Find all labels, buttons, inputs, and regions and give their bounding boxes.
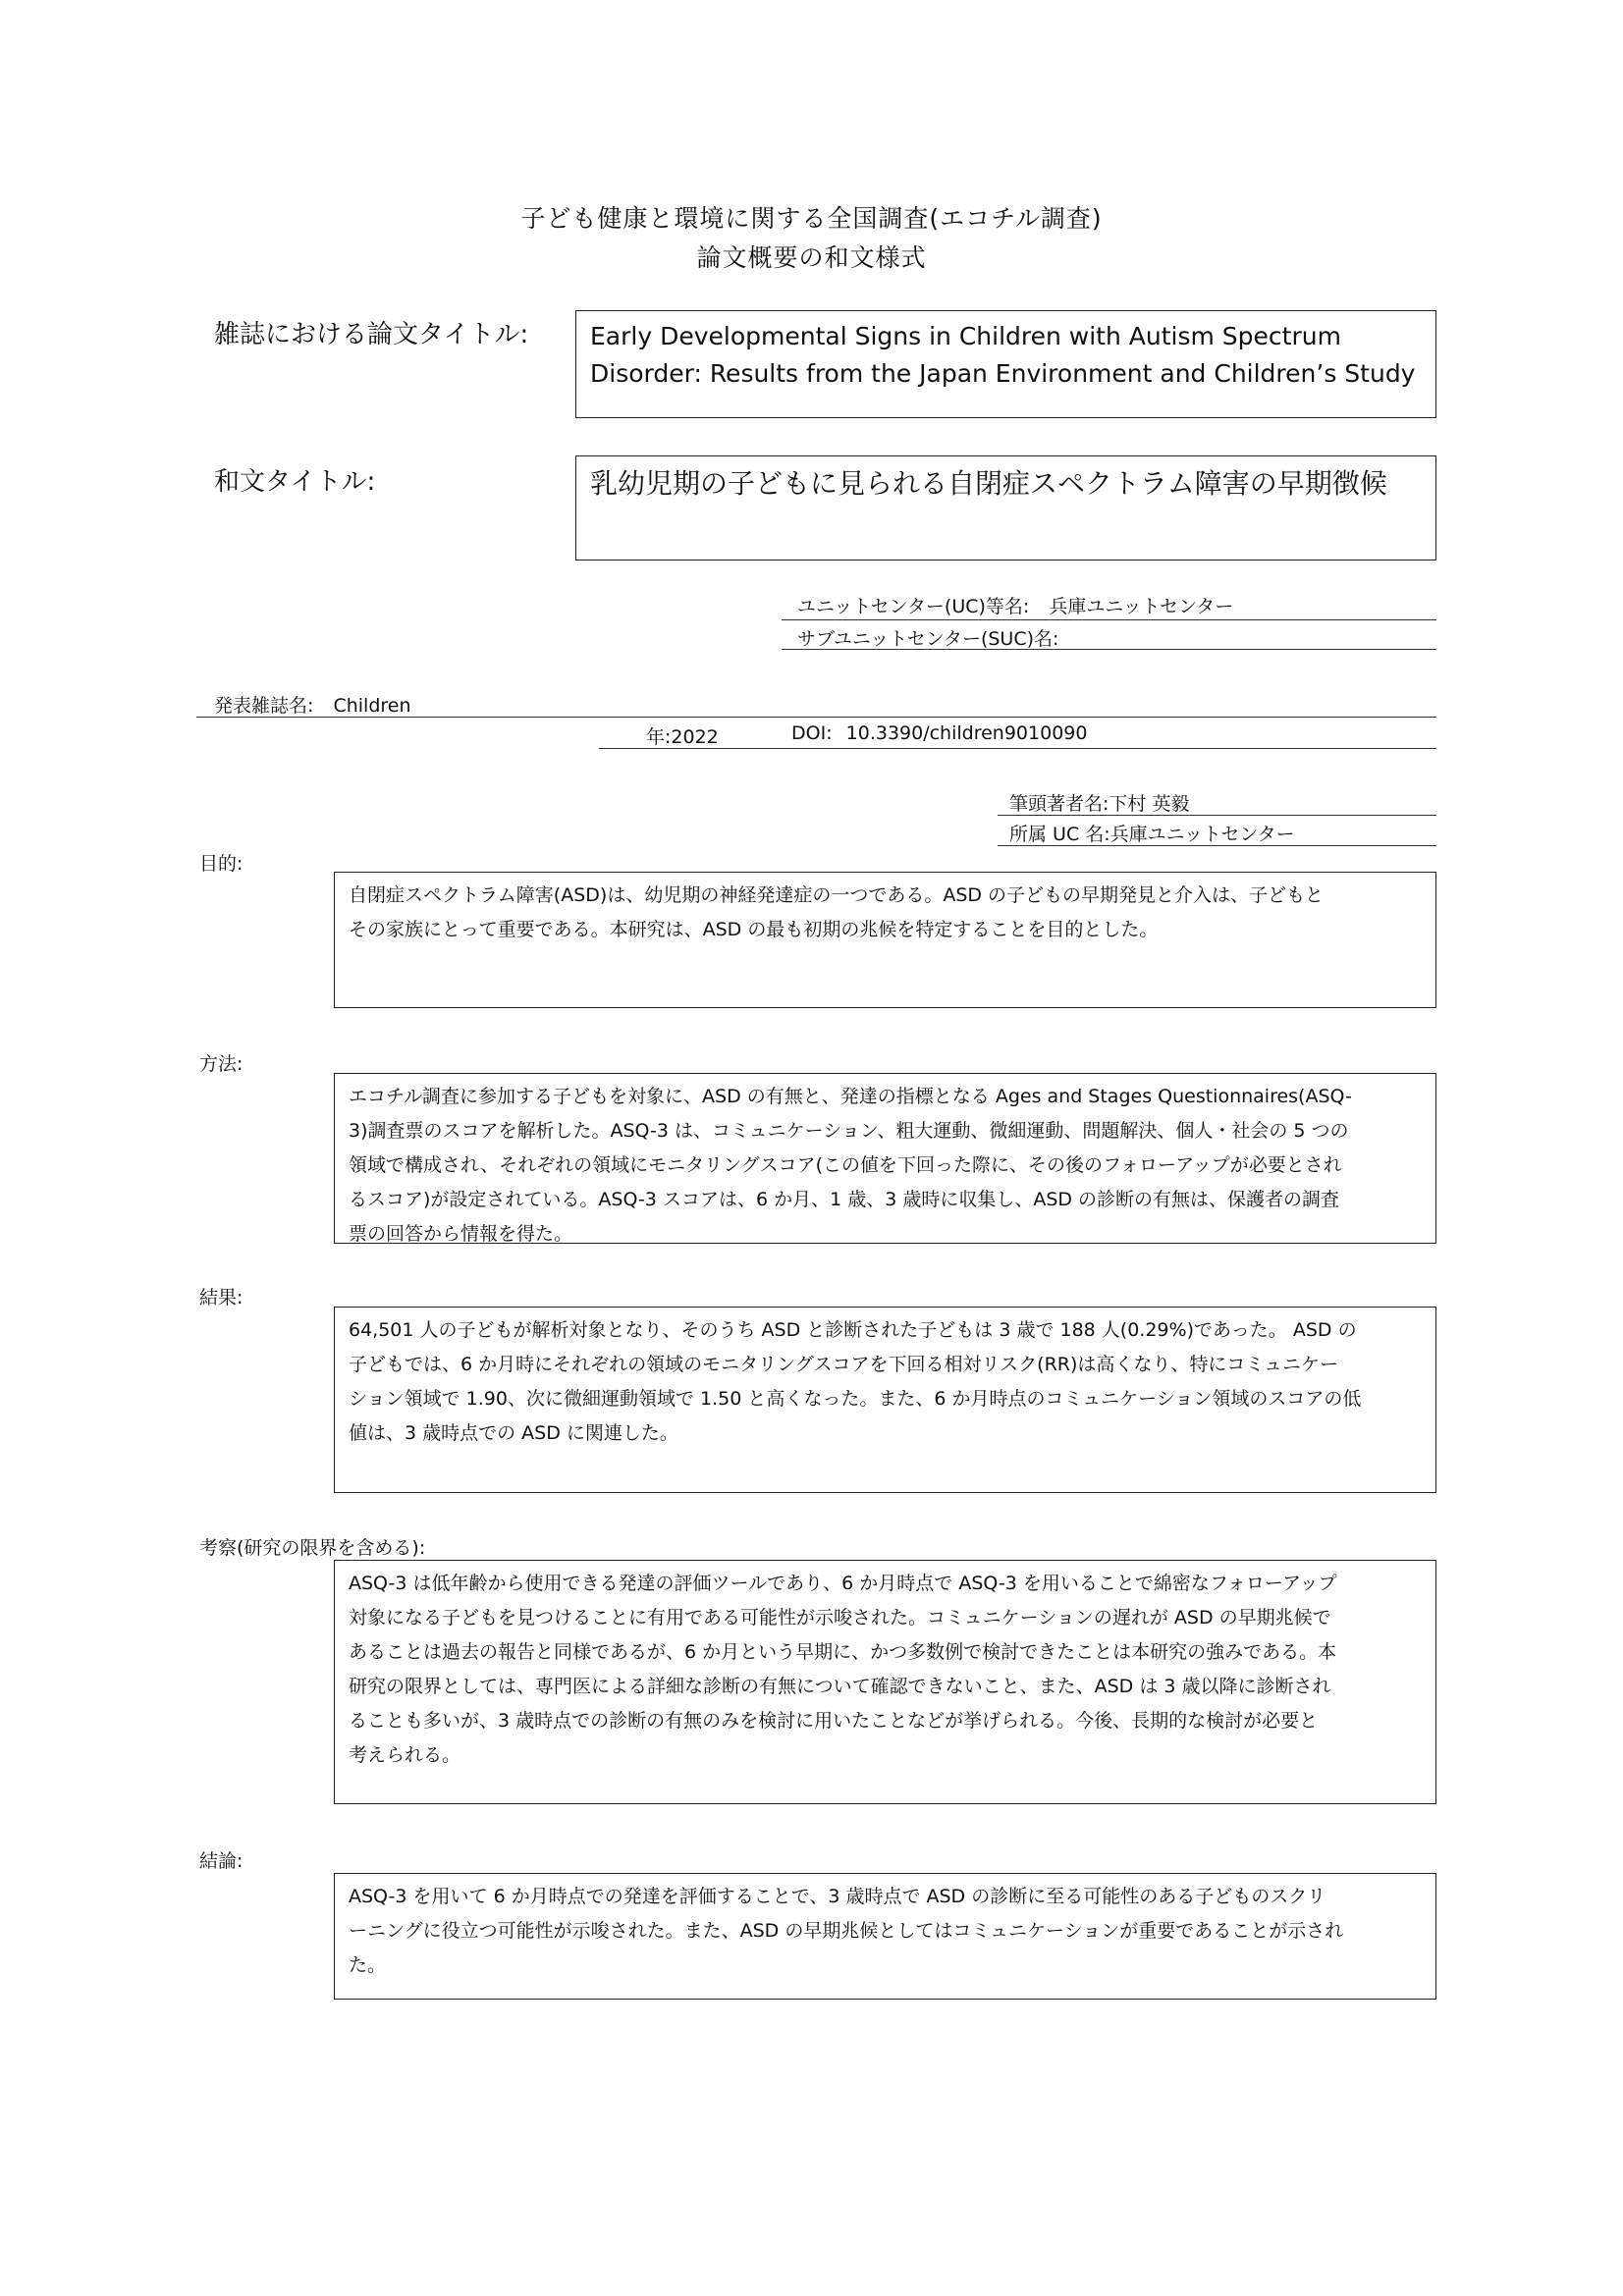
- document-subtitle: 論文概要の和文様式: [696, 243, 927, 272]
- affiliation-label: 所属 UC 名:: [1009, 824, 1110, 845]
- unit-center-value: 兵庫ユニットセンター: [1049, 596, 1234, 617]
- publication-doi-row: [791, 722, 1087, 744]
- journal-name-label: 発表雑誌名:: [214, 695, 314, 717]
- method-line: 領域で構成され、それぞれの領域にモニタリングスコア(この値を下回った際に、その後のフォローアップが必要とされ: [349, 1154, 1342, 1176]
- conclusion-line: た。: [349, 1954, 387, 1976]
- unit-center-label: ユニットセンター(UC)等名:: [797, 596, 1030, 617]
- method-line: るスコア)が設定されている。ASQ-3 スコアは、6 か月、1 歳、3 歳時に収集し、ASD の診断の有無は、保護者の調査: [349, 1189, 1340, 1210]
- affiliation-row: [1009, 820, 1295, 846]
- first-author-label: 筆頭著者名:: [1009, 793, 1109, 815]
- journal-name-underline: [196, 717, 1436, 718]
- sub-unit-center-row: [797, 624, 1058, 651]
- method-line: 票の回答から情報を得た。: [349, 1223, 573, 1245]
- conclusion-label: 結論:: [199, 1850, 243, 1872]
- unit-center-row: [797, 592, 1233, 618]
- results-line: ション領域で 1.90、次に微細運動領域で 1.50 と高くなった。また、6 か月時点のコミュニケーション領域のスコアの低: [349, 1388, 1362, 1410]
- discussion-line: 考えられる。: [349, 1744, 461, 1766]
- first-author-underline: [998, 815, 1436, 816]
- journal-title-line-1: Early Developmental Signs in Children with Autism Spectrum: [590, 322, 1341, 350]
- results-line: 子どもでは、6 か月時にそれぞれの領域のモニタリングスコアを下回る相対リスク(RR)は高くなり、特にコミュニケー: [349, 1354, 1339, 1375]
- doi-value: 10.3390/children9010090: [845, 722, 1088, 744]
- discussion-line: ることも多いが、3 歳時点での診断の有無のみを検討に用いたことなどが挙げられる。今後、長期的な検討が必要と: [349, 1710, 1319, 1732]
- discussion-label: 考察(研究の限界を含める):: [199, 1537, 426, 1559]
- japanese-title-box: [575, 455, 1436, 561]
- conclusion-line: ASQ-3 を用いて 6 か月時点での発達を評価することで、3 歳時点で ASD の診断に至る可能性のある子どものスクリ: [349, 1886, 1326, 1907]
- method-box: [334, 1073, 1436, 1244]
- method-line: エコチル調査に参加する子どもを対象に、ASD の有無と、発達の指標となる Ages and Stages Questionnaires(ASQ-: [349, 1086, 1352, 1107]
- method-line: 3)調査票のスコアを解析した。ASQ-3 は、コミュニケーション、粗大運動、微細運動、問題解決、個人・社会の 5 つの: [349, 1120, 1349, 1142]
- doi-label: DOI:: [791, 722, 833, 744]
- journal-name-value: Children: [333, 695, 411, 717]
- journal-title-line-2: Disorder: Results from the Japan Environment and Children’s Study: [590, 359, 1416, 388]
- publication-journal-row: [214, 691, 411, 718]
- year-doi-underline: [599, 748, 1436, 749]
- japanese-title-label: 和文タイトル:: [214, 467, 376, 497]
- document-title: 子ども健康と環境に関する全国調査(エコチル調査): [520, 204, 1103, 233]
- purpose-line: その家族にとって重要である。本研究は、ASD の最も初期の兆候を特定することを目的とした。: [349, 919, 1159, 940]
- discussion-line: あることは過去の報告と同様であるが、6 か月という早期に、かつ多数例で検討できたことは本研究の強みである。本: [349, 1641, 1337, 1663]
- affiliation-underline: [998, 845, 1436, 846]
- journal-title-box: [575, 310, 1436, 418]
- publication-year-row: [646, 722, 719, 749]
- first-author-value: 下村 英毅: [1109, 793, 1190, 815]
- sub-unit-center-label: サブユニットセンター(SUC)名:: [797, 628, 1059, 650]
- first-author-row: [1009, 789, 1189, 816]
- discussion-box: [334, 1560, 1436, 1804]
- unit-center-underline: [782, 619, 1436, 620]
- japanese-title-value: 乳幼児期の子どもに見られる自閉症スペクトラム障害の早期徴候: [590, 467, 1387, 500]
- purpose-box: [334, 872, 1436, 1008]
- year-label: 年:: [646, 726, 672, 748]
- discussion-line: 対象になる子どもを見つけることに有用である可能性が示唆された。コミュニケーションの遅れが ASD の早期兆候で: [349, 1607, 1331, 1629]
- discussion-line: ASQ-3 は低年齢から使用できる発達の評価ツールであり、6 か月時点で ASQ-3 を用いることで綿密なフォローアップ: [349, 1573, 1337, 1594]
- sub-unit-center-underline: [782, 649, 1436, 650]
- affiliation-value: 兵庫ユニットセンター: [1109, 824, 1295, 845]
- results-line: 64,501 人の子どもが解析対象となり、そのうち ASD と診断された子どもは 3 歳で 188 人(0.29%)であった。 ASD の: [349, 1319, 1357, 1341]
- conclusion-box: [334, 1873, 1436, 2000]
- results-label: 結果:: [199, 1287, 243, 1308]
- results-line: 値は、3 歳時点での ASD に関連した。: [349, 1422, 678, 1444]
- year-value: 2022: [671, 726, 719, 748]
- method-label: 方法:: [199, 1053, 243, 1075]
- discussion-line: 研究の限界としては、専門医による詳細な診断の有無について確認できないこと、また、ASD は 3 歳以降に診断され: [349, 1676, 1331, 1697]
- purpose-label: 目的:: [199, 853, 243, 875]
- purpose-line: 自閉症スペクトラム障害(ASD)は、幼児期の神経発達症の一つである。ASD の子どもの早期発見と介入は、子どもと: [349, 884, 1325, 906]
- conclusion-line: ーニングに役立つ可能性が示唆された。また、ASD の早期兆候としてはコミュニケーションが重要であることが示され: [349, 1920, 1344, 1942]
- results-box: [334, 1307, 1436, 1493]
- journal-title-label: 雑誌における論文タイトル:: [214, 320, 529, 349]
